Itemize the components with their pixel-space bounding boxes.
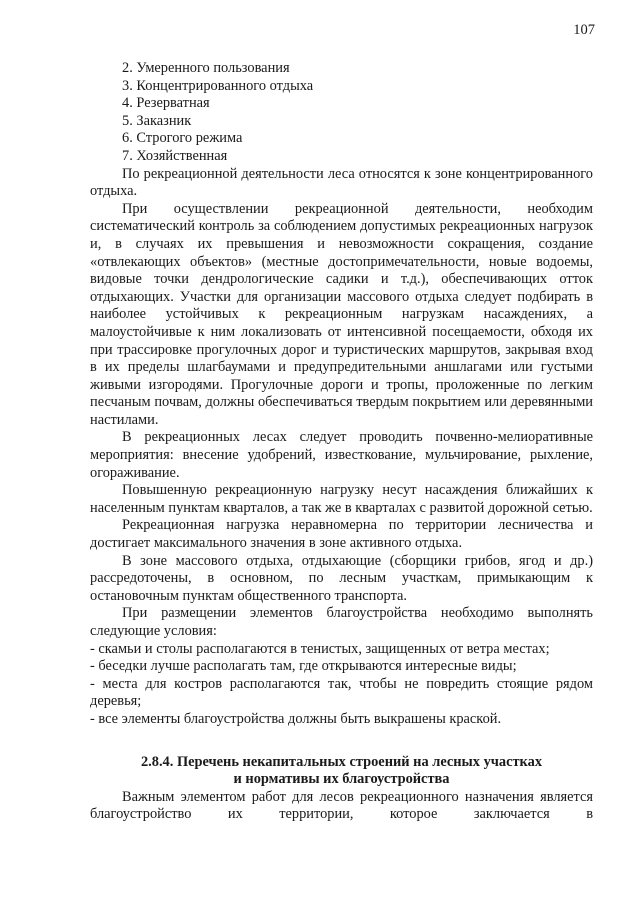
page-number: 107: [573, 22, 595, 38]
section-heading-line: 2.8.4. Перечень некапитальных строений на лесных участках: [140, 753, 543, 770]
paragraph: В рекреационных лесах следует проводить почвенно-мелиоративные мероприятия: внесение удобрений, известкование, мульчирование, рыхление, огораживание.: [90, 429, 593, 481]
paragraph: По рекреационной деятельности леса относятся к зоне концентрированного отдыха.: [90, 165, 593, 200]
section-heading: [90, 754, 593, 789]
list-item: 2. Умеренного пользования: [122, 60, 290, 76]
list-item: - скамьи и столы располагаются в тенистых, защищенных от ветра местах;: [90, 640, 550, 657]
section-heading-line: и нормативы их благоустройства: [233, 771, 450, 788]
zone-list: [90, 60, 593, 166]
paragraph: При размещении элементов благоустройства необходимо выполнять следующие условия:: [90, 605, 593, 639]
paragraph: При осуществлении рекреационной деятельности, необходим систематический контроль за соблюдением допустимых рекреационных нагрузок и, в случаях их превышения и невозможности сокращения, создание «отвлекающих объектов» (местные достопримечательности, новые водоемы, видовые точки дендрологические садики и т.д.), обеспечивающих отток отдыхающих. Участки для организации массового отдыха следует подбирать в наиболее устойчивых к рекреационным нагрузкам насаждениях, а малоустойчивые к ним локализовать от интенсивной посещаемости, обходя их при трассировке прогулочных дорог и туристических маршрутов, закрывая вход в их пределы шлагбаумами и предупредительными аншлагами или густыми живыми изгородями. Прогулочные дороги и тропы, проложенные по легким песчаным почвам, должны обеспечиваться твердым покрытием или деревянными настилами.: [90, 200, 593, 428]
list-item: - беседки лучше располагать там, где открываются интересные виды;: [90, 658, 517, 675]
conditions-list: [90, 641, 593, 729]
paragraph: В зоне массового отдыха, отдыхающие (сборщики грибов, ягод и др.) рассредоточены, в основном, по лесным участкам, примыкающим к остановочным пунктам общественного транспорта.: [90, 552, 593, 604]
paragraph: Рекреационная нагрузка неравномерна по территории лесничества и достигает максимального значения в зоне активного отдыха.: [90, 517, 593, 552]
list-item: 6. Строгого режима: [122, 130, 243, 147]
paragraph: Важным элементом работ для лесов рекреационного назначения является благоустройство их территории, которое заключается в: [90, 788, 593, 823]
list-item: 7. Хозяйственная: [122, 147, 228, 164]
paragraph: Повышенную рекреационную нагрузку несут насаждения ближайших к населенным пунктам кварталов, а так же в кварталах с развитой дорожной сетью.: [90, 482, 593, 516]
list-item: 5. Заказник: [122, 112, 192, 129]
list-item: - все элементы благоустройства должны быть выкрашены краской.: [90, 710, 502, 727]
list-item: 3. Концентрированного отдыха: [122, 77, 314, 94]
list-item: - места для костров располагаются так, чтобы не повредить стоящие рядом деревья;: [90, 675, 593, 710]
page-content: [90, 60, 593, 824]
list-item: 4. Резерватная: [122, 95, 210, 112]
